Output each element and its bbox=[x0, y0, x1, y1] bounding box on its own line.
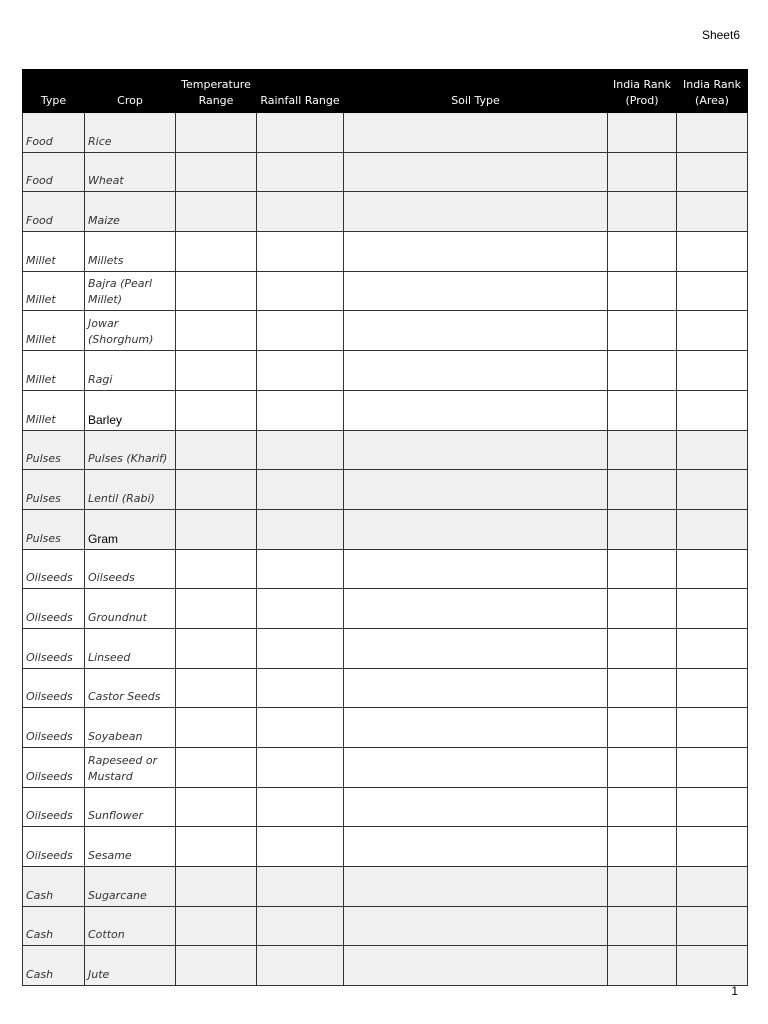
cell-india-rank-area[interactable] bbox=[677, 787, 748, 827]
cell-type: Food bbox=[23, 192, 85, 232]
cell-type: Oilseeds bbox=[23, 628, 85, 668]
cell-india-rank-area[interactable] bbox=[677, 628, 748, 668]
cell-soil-type[interactable] bbox=[344, 351, 608, 391]
crop-table bbox=[22, 69, 748, 986]
cell-crop: Rapeseed or Mustard bbox=[85, 748, 176, 788]
cell-soil-type[interactable] bbox=[344, 787, 608, 827]
cell-type: Oilseeds bbox=[23, 668, 85, 708]
header-rainfall-range: Rainfall Range bbox=[257, 70, 344, 113]
cell-india-rank-area[interactable] bbox=[677, 351, 748, 391]
cell-india-rank-prod[interactable] bbox=[608, 748, 677, 788]
cell-type: Pulses bbox=[23, 430, 85, 470]
cell-soil-type[interactable] bbox=[344, 589, 608, 629]
table-row bbox=[23, 351, 748, 391]
cell-soil-type[interactable] bbox=[344, 113, 608, 153]
cell-crop: Cotton bbox=[85, 906, 176, 946]
cell-temperature-range[interactable] bbox=[176, 946, 257, 986]
cell-rainfall-range[interactable] bbox=[257, 152, 344, 192]
table-row bbox=[23, 152, 748, 192]
cell-rainfall-range[interactable] bbox=[257, 668, 344, 708]
cell-soil-type[interactable] bbox=[344, 906, 608, 946]
table-row bbox=[23, 470, 748, 510]
table-row bbox=[23, 906, 748, 946]
cell-temperature-range[interactable] bbox=[176, 430, 257, 470]
cell-temperature-range[interactable] bbox=[176, 827, 257, 867]
cell-soil-type[interactable] bbox=[344, 946, 608, 986]
cell-crop: Wheat bbox=[85, 152, 176, 192]
cell-temperature-range[interactable] bbox=[176, 152, 257, 192]
table-row bbox=[23, 946, 748, 986]
header-type: Type bbox=[23, 70, 85, 113]
table-row bbox=[23, 430, 748, 470]
cell-india-rank-prod[interactable] bbox=[608, 509, 677, 549]
table-row bbox=[23, 787, 748, 827]
cell-type: Oilseeds bbox=[23, 589, 85, 629]
cell-crop: Linseed bbox=[85, 628, 176, 668]
cell-soil-type[interactable] bbox=[344, 748, 608, 788]
cell-rainfall-range[interactable] bbox=[257, 470, 344, 510]
cell-india-rank-prod[interactable] bbox=[608, 271, 677, 311]
cell-rainfall-range[interactable] bbox=[257, 867, 344, 907]
cell-soil-type[interactable] bbox=[344, 470, 608, 510]
cell-india-rank-area[interactable] bbox=[677, 271, 748, 311]
cell-crop: Castor Seeds bbox=[85, 668, 176, 708]
cell-india-rank-area[interactable] bbox=[677, 867, 748, 907]
cell-type: Food bbox=[23, 113, 85, 153]
cell-crop: Maize bbox=[85, 192, 176, 232]
cell-type: Millet bbox=[23, 351, 85, 391]
cell-type: Millet bbox=[23, 232, 85, 272]
cell-india-rank-prod[interactable] bbox=[608, 787, 677, 827]
cell-india-rank-prod[interactable] bbox=[608, 311, 677, 351]
cell-india-rank-prod[interactable] bbox=[608, 113, 677, 153]
cell-india-rank-prod[interactable] bbox=[608, 628, 677, 668]
cell-rainfall-range[interactable] bbox=[257, 589, 344, 629]
cell-temperature-range[interactable] bbox=[176, 748, 257, 788]
table-row bbox=[23, 628, 748, 668]
cell-temperature-range[interactable] bbox=[176, 113, 257, 153]
cell-type: Millet bbox=[23, 311, 85, 351]
cell-india-rank-prod[interactable] bbox=[608, 668, 677, 708]
cell-crop: Sesame bbox=[85, 827, 176, 867]
cell-temperature-range[interactable] bbox=[176, 708, 257, 748]
cell-soil-type[interactable] bbox=[344, 628, 608, 668]
cell-temperature-range[interactable] bbox=[176, 787, 257, 827]
header-india-rank-prod: India Rank (Prod) bbox=[608, 70, 677, 113]
cell-crop: Barley bbox=[85, 390, 176, 430]
cell-crop: Rice bbox=[85, 113, 176, 153]
cell-rainfall-range[interactable] bbox=[257, 509, 344, 549]
cell-temperature-range[interactable] bbox=[176, 867, 257, 907]
cell-soil-type[interactable] bbox=[344, 827, 608, 867]
cell-india-rank-area[interactable] bbox=[677, 113, 748, 153]
cell-type: Millet bbox=[23, 271, 85, 311]
table-row bbox=[23, 748, 748, 788]
cell-soil-type[interactable] bbox=[344, 390, 608, 430]
table-row bbox=[23, 589, 748, 629]
cell-type: Oilseeds bbox=[23, 708, 85, 748]
table-body bbox=[23, 113, 748, 986]
cell-crop: Oilseeds bbox=[85, 549, 176, 589]
cell-type: Cash bbox=[23, 906, 85, 946]
table-header bbox=[23, 70, 748, 113]
cell-rainfall-range[interactable] bbox=[257, 311, 344, 351]
cell-soil-type[interactable] bbox=[344, 708, 608, 748]
cell-temperature-range[interactable] bbox=[176, 232, 257, 272]
cell-crop: Bajra (Pearl Millet) bbox=[85, 271, 176, 311]
header-row bbox=[23, 70, 748, 113]
cell-india-rank-prod[interactable] bbox=[608, 946, 677, 986]
cell-india-rank-prod[interactable] bbox=[608, 827, 677, 867]
cell-rainfall-range[interactable] bbox=[257, 787, 344, 827]
cell-soil-type[interactable] bbox=[344, 152, 608, 192]
cell-type: Cash bbox=[23, 867, 85, 907]
cell-soil-type[interactable] bbox=[344, 271, 608, 311]
table-row bbox=[23, 867, 748, 907]
table-row bbox=[23, 509, 748, 549]
cell-rainfall-range[interactable] bbox=[257, 827, 344, 867]
cell-soil-type[interactable] bbox=[344, 867, 608, 907]
cell-india-rank-area[interactable] bbox=[677, 232, 748, 272]
sheet-name: Sheet6 bbox=[701, 28, 740, 42]
cell-temperature-range[interactable] bbox=[176, 192, 257, 232]
cell-soil-type[interactable] bbox=[344, 509, 608, 549]
cell-india-rank-area[interactable] bbox=[677, 192, 748, 232]
cell-crop: Groundnut bbox=[85, 589, 176, 629]
cell-type: Oilseeds bbox=[23, 748, 85, 788]
cell-rainfall-range[interactable] bbox=[257, 351, 344, 391]
cell-rainfall-range[interactable] bbox=[257, 430, 344, 470]
cell-temperature-range[interactable] bbox=[176, 549, 257, 589]
cell-temperature-range[interactable] bbox=[176, 351, 257, 391]
cell-india-rank-area[interactable] bbox=[677, 390, 748, 430]
cell-india-rank-area[interactable] bbox=[677, 668, 748, 708]
cell-india-rank-area[interactable] bbox=[677, 152, 748, 192]
table-row bbox=[23, 311, 748, 351]
cell-crop: Jowar (Shorghum) bbox=[85, 311, 176, 351]
cell-crop: Pulses (Kharif) bbox=[85, 430, 176, 470]
table-row bbox=[23, 390, 748, 430]
cell-india-rank-prod[interactable] bbox=[608, 589, 677, 629]
cell-temperature-range[interactable] bbox=[176, 668, 257, 708]
cell-india-rank-prod[interactable] bbox=[608, 351, 677, 391]
cell-soil-type[interactable] bbox=[344, 668, 608, 708]
cell-india-rank-area[interactable] bbox=[677, 906, 748, 946]
cell-crop: Sugarcane bbox=[85, 867, 176, 907]
cell-type: Oilseeds bbox=[23, 549, 85, 589]
cell-india-rank-area[interactable] bbox=[677, 827, 748, 867]
header-india-rank-area: India Rank (Area) bbox=[677, 70, 748, 113]
cell-india-rank-prod[interactable] bbox=[608, 390, 677, 430]
header-soil-type: Soil Type bbox=[344, 70, 608, 113]
cell-rainfall-range[interactable] bbox=[257, 748, 344, 788]
cell-rainfall-range[interactable] bbox=[257, 390, 344, 430]
cell-crop: Gram bbox=[85, 509, 176, 549]
cell-india-rank-area[interactable] bbox=[677, 509, 748, 549]
cell-india-rank-area[interactable] bbox=[677, 311, 748, 351]
table-row bbox=[23, 232, 748, 272]
cell-india-rank-prod[interactable] bbox=[608, 152, 677, 192]
cell-rainfall-range[interactable] bbox=[257, 232, 344, 272]
cell-rainfall-range[interactable] bbox=[257, 113, 344, 153]
cell-india-rank-prod[interactable] bbox=[608, 708, 677, 748]
cell-type: Oilseeds bbox=[23, 787, 85, 827]
cell-rainfall-range[interactable] bbox=[257, 628, 344, 668]
cell-soil-type[interactable] bbox=[344, 311, 608, 351]
cell-crop: Jute bbox=[85, 946, 176, 986]
cell-india-rank-area[interactable] bbox=[677, 708, 748, 748]
cell-temperature-range[interactable] bbox=[176, 311, 257, 351]
cell-type: Food bbox=[23, 152, 85, 192]
cell-rainfall-range[interactable] bbox=[257, 946, 344, 986]
cell-india-rank-area[interactable] bbox=[677, 946, 748, 986]
cell-india-rank-prod[interactable] bbox=[608, 867, 677, 907]
cell-soil-type[interactable] bbox=[344, 232, 608, 272]
cell-crop: Ragi bbox=[85, 351, 176, 391]
cell-rainfall-range[interactable] bbox=[257, 708, 344, 748]
cell-rainfall-range[interactable] bbox=[257, 192, 344, 232]
cell-india-rank-prod[interactable] bbox=[608, 232, 677, 272]
cell-india-rank-prod[interactable] bbox=[608, 430, 677, 470]
table-row bbox=[23, 113, 748, 153]
cell-temperature-range[interactable] bbox=[176, 470, 257, 510]
cell-crop: Lentil (Rabi) bbox=[85, 470, 176, 510]
cell-india-rank-prod[interactable] bbox=[608, 549, 677, 589]
cell-type: Cash bbox=[23, 946, 85, 986]
cell-rainfall-range[interactable] bbox=[257, 549, 344, 589]
cell-india-rank-area[interactable] bbox=[677, 748, 748, 788]
cell-temperature-range[interactable] bbox=[176, 509, 257, 549]
cell-temperature-range[interactable] bbox=[176, 906, 257, 946]
header-crop: Crop bbox=[85, 70, 176, 113]
header-temperature-range: Temperature Range bbox=[176, 70, 257, 113]
cell-soil-type[interactable] bbox=[344, 430, 608, 470]
cell-temperature-range[interactable] bbox=[176, 589, 257, 629]
cell-type: Oilseeds bbox=[23, 827, 85, 867]
cell-type: Millet bbox=[23, 390, 85, 430]
table-row bbox=[23, 549, 748, 589]
cell-india-rank-area[interactable] bbox=[677, 470, 748, 510]
page-number: 1 bbox=[731, 984, 738, 998]
cell-type: Pulses bbox=[23, 470, 85, 510]
cell-crop: Sunflower bbox=[85, 787, 176, 827]
table-row bbox=[23, 271, 748, 311]
cell-temperature-range[interactable] bbox=[176, 271, 257, 311]
cell-rainfall-range[interactable] bbox=[257, 271, 344, 311]
cell-india-rank-area[interactable] bbox=[677, 589, 748, 629]
table-row bbox=[23, 708, 748, 748]
cell-india-rank-prod[interactable] bbox=[608, 192, 677, 232]
cell-india-rank-prod[interactable] bbox=[608, 470, 677, 510]
cell-type: Pulses bbox=[23, 509, 85, 549]
cell-soil-type[interactable] bbox=[344, 192, 608, 232]
cell-india-rank-prod[interactable] bbox=[608, 906, 677, 946]
cell-rainfall-range[interactable] bbox=[257, 906, 344, 946]
table-row bbox=[23, 827, 748, 867]
cell-india-rank-area[interactable] bbox=[677, 549, 748, 589]
cell-temperature-range[interactable] bbox=[176, 390, 257, 430]
cell-crop: Millets bbox=[85, 232, 176, 272]
cell-crop: Soyabean bbox=[85, 708, 176, 748]
cell-india-rank-area[interactable] bbox=[677, 430, 748, 470]
table-row bbox=[23, 192, 748, 232]
cell-temperature-range[interactable] bbox=[176, 628, 257, 668]
table-row bbox=[23, 668, 748, 708]
cell-soil-type[interactable] bbox=[344, 549, 608, 589]
